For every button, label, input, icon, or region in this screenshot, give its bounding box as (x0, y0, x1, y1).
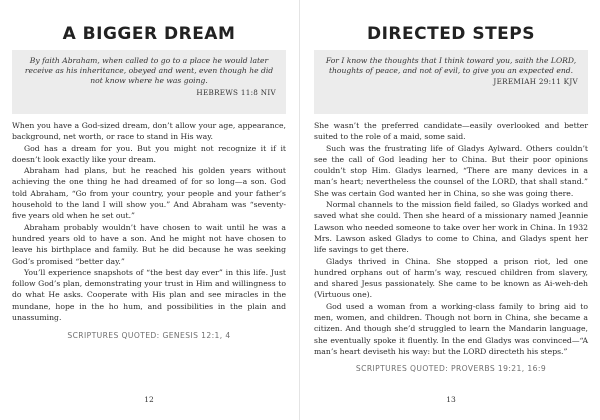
body-text (12, 120, 286, 342)
epigraph-text: For I know the thoughts that I think toward you, saith the LORD, thoughts of peace, and not of evil, to give you an expected end. (325, 56, 577, 76)
epigraph-text: By faith Abraham, when called to go to a place he would later receive as his inheritance, obeyed and went, even though he did not know where he was going. (24, 56, 274, 86)
left-page (8, 0, 290, 420)
paragraph: Gladys thrived in China. She stopped a prison riot, led one hundred orphans out of harm’s way, rescued children from slavery, and shared Jesus passionately. She came to be known as Ai-weh-deh (Virtuous one). (314, 256, 588, 300)
paragraph: When you have a God-sized dream, don’t allow your age, appearance, background, net worth, or race to stand in His way. (12, 121, 286, 142)
page-title: A BIGGER DREAM (62, 24, 236, 44)
epigraph-box (12, 50, 286, 114)
right-page (310, 0, 592, 420)
paragraph: She wasn’t the preferred candidate—easily overlooked and better suited to the role of a maid, some said. (314, 121, 588, 142)
page-title: DIRECTED STEPS (366, 24, 535, 44)
epigraph-citation: JEREMIAH 29:11 KJV (493, 77, 578, 87)
paragraph: Normal channels to the mission field failed, so Gladys worked and saved what she could. Then she heard of a missionary named Jeannie Lawson who needed someone to take over her work in China. In 1932 Mrs. Lawson asked Gladys to come to China, and Gladys spent her life savings to get there. (314, 200, 588, 255)
paragraph: Abraham probably wouldn’t have chosen to wait until he was a hundred years old to have a son. And he might not have chosen to leave his birthplace and family. But he did because he was seeking God’s promised “better day.” (12, 222, 286, 266)
scriptures-quoted: SCRIPTURES QUOTED: GENESIS 12:1, 4 (67, 331, 231, 341)
gutter-divider (299, 0, 300, 420)
epigraph-box (314, 50, 588, 114)
paragraph: Abraham had plans, but he reached his golden years without achieving the one thing he had dreamed of for so long—a son. God told Abraham, “Go from your country, your people and your father’s household to the land I will show you.” And Abraham was “seventy-five years old when he set out.” (12, 166, 286, 221)
page-number: 13 (446, 395, 456, 404)
body-text (314, 120, 588, 375)
paragraph: You’ll experience snapshots of “the best day ever” in this life. Just follow God’s plan, demonstrating your trust in Him and willingness to do what He asks. Cooperate with His plan and see miracles in the mundane, hope in the ho hum, and possibilities in the plain and unassuming. (12, 267, 286, 323)
page-number: 12 (144, 395, 154, 404)
scriptures-quoted: SCRIPTURES QUOTED: PROVERBS 19:21, 16:9 (355, 364, 547, 374)
epigraph-citation: HEBREWS 11:8 NIV (196, 87, 276, 97)
paragraph: God used a woman from a working-class family to bring aid to men, women, and children. Though not born in China, she became a citizen. And though she’d struggled to learn the Mandarin language, she eventually spoke it fluently. In the end Gladys was convinced—“A man’s heart deviseth his way: but the LORD directeth his steps.” (314, 301, 588, 356)
paragraph: God has a dream for you. But you might not recognize it if it doesn’t look exactly like your dream. (12, 143, 286, 164)
paragraph: Such was the frustrating life of Gladys Aylward. Others couldn’t see the call of God leading her to China. But their poor opinions couldn’t stop Him. Gladys learned, “There are many devices in a man’s heart; nevertheless the counsel of the LORD, that shall stand.” She was certain God wanted her in China, so she was going there. (314, 143, 588, 198)
